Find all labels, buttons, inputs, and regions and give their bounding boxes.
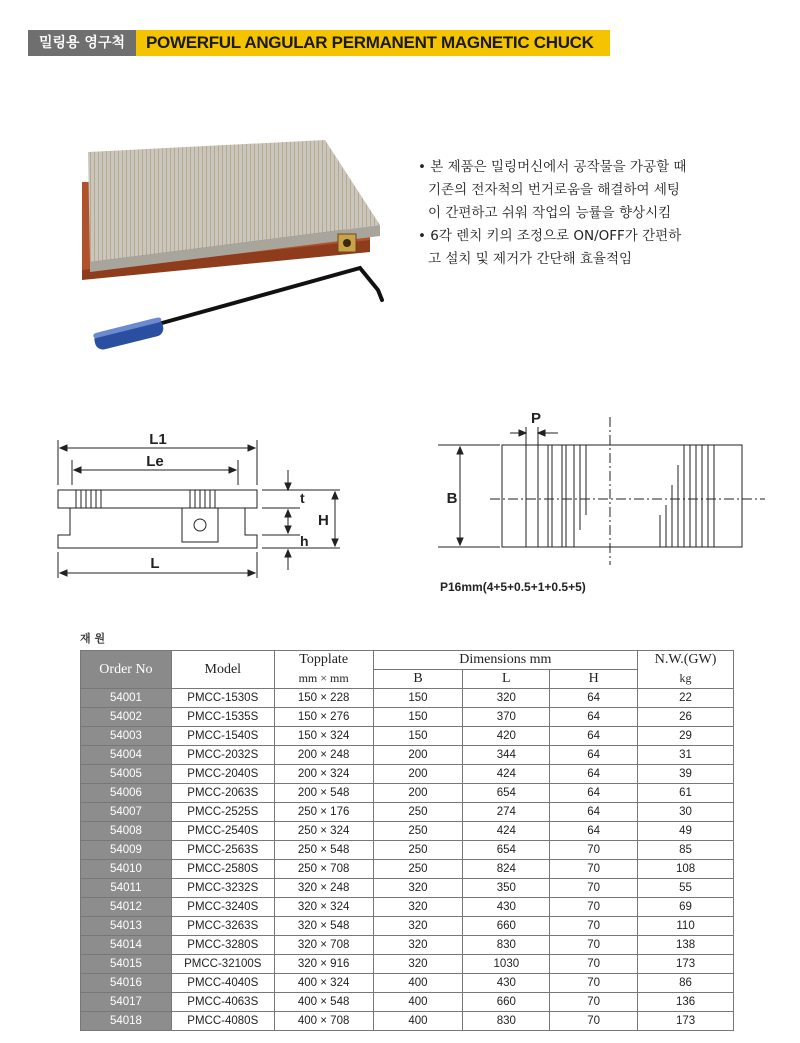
- cell-topplate: 320 × 248: [274, 879, 373, 898]
- cell-model: PMCC-2580S: [171, 860, 274, 879]
- cell-b: 400: [373, 1012, 463, 1031]
- desc-line-4: • 6각 렌치 키의 조정으로 ON/OFF가 간편하: [418, 228, 682, 244]
- cell-l: 430: [463, 974, 550, 993]
- cell-model: PMCC-1535S: [171, 708, 274, 727]
- cell-kg: 110: [638, 917, 734, 936]
- cell-b: 320: [373, 936, 463, 955]
- table-row: [81, 746, 734, 765]
- cell-kg: 22: [638, 689, 734, 708]
- cell-h: 70: [550, 955, 638, 974]
- cell-l: 654: [463, 784, 550, 803]
- desc-line-5: 고 설치 및 제거가 간단해 효율적임: [428, 251, 633, 267]
- cell-l: 424: [463, 822, 550, 841]
- table-row: [81, 765, 734, 784]
- cell-b: 150: [373, 727, 463, 746]
- label-t: t: [300, 490, 305, 506]
- cell-h: 64: [550, 689, 638, 708]
- product-description: [418, 156, 748, 271]
- cell-kg: 49: [638, 822, 734, 841]
- cell-l: 830: [463, 936, 550, 955]
- label-l: L: [150, 555, 160, 572]
- cell-order: 54002: [81, 708, 172, 727]
- cell-l: 430: [463, 898, 550, 917]
- cell-order: 54003: [81, 727, 172, 746]
- cell-b: 200: [373, 746, 463, 765]
- cell-b: 250: [373, 860, 463, 879]
- desc-line-1: • 본 제품은 밀링머신에서 공작물을 가공할 때: [418, 159, 687, 175]
- cell-l: 420: [463, 727, 550, 746]
- header-topplate: Topplate: [274, 651, 373, 670]
- cell-topplate: 320 × 324: [274, 898, 373, 917]
- table-row: [81, 955, 734, 974]
- cell-topplate: 250 × 708: [274, 860, 373, 879]
- product-photo: [70, 130, 400, 370]
- cell-order: 54018: [81, 1012, 172, 1031]
- cell-order: 54005: [81, 765, 172, 784]
- cell-h: 64: [550, 784, 638, 803]
- top-view-drawing: [430, 405, 770, 600]
- cell-kg: 26: [638, 708, 734, 727]
- cell-topplate: 250 × 548: [274, 841, 373, 860]
- table-row: [81, 917, 734, 936]
- label-b: B: [446, 490, 458, 507]
- cell-l: 370: [463, 708, 550, 727]
- cell-topplate: 200 × 548: [274, 784, 373, 803]
- cell-kg: 31: [638, 746, 734, 765]
- label-h-upper: H: [318, 512, 329, 529]
- cell-topplate: 320 × 548: [274, 917, 373, 936]
- cell-b: 400: [373, 993, 463, 1012]
- cell-topplate: 400 × 324: [274, 974, 373, 993]
- cell-model: PMCC-3232S: [171, 879, 274, 898]
- cell-b: 400: [373, 974, 463, 993]
- cell-kg: 29: [638, 727, 734, 746]
- header-b: B: [373, 670, 463, 689]
- cell-b: 200: [373, 765, 463, 784]
- cell-order: 54004: [81, 746, 172, 765]
- cell-l: 824: [463, 860, 550, 879]
- cell-h: 70: [550, 879, 638, 898]
- cell-order: 54011: [81, 879, 172, 898]
- header-nw-unit: kg: [638, 670, 734, 689]
- desc-line-3: 이 간편하고 쉬워 작업의 능률을 향상시킴: [428, 205, 672, 221]
- cell-l: 274: [463, 803, 550, 822]
- header-l: L: [463, 670, 550, 689]
- cell-order: 54009: [81, 841, 172, 860]
- desc-line-2: 기존의 전자척의 번거로움을 해결하여 세팅: [428, 182, 680, 198]
- cell-h: 70: [550, 860, 638, 879]
- cell-l: 830: [463, 1012, 550, 1031]
- cell-h: 64: [550, 822, 638, 841]
- cell-order: 54006: [81, 784, 172, 803]
- cell-model: PMCC-1530S: [171, 689, 274, 708]
- cell-kg: 108: [638, 860, 734, 879]
- cell-l: 660: [463, 993, 550, 1012]
- cell-order: 54016: [81, 974, 172, 993]
- cell-model: PMCC-2525S: [171, 803, 274, 822]
- table-row: [81, 803, 734, 822]
- cell-kg: 136: [638, 993, 734, 1012]
- cell-h: 70: [550, 993, 638, 1012]
- cell-topplate: 150 × 228: [274, 689, 373, 708]
- cell-kg: 85: [638, 841, 734, 860]
- cell-order: 54013: [81, 917, 172, 936]
- english-title: POWERFUL ANGULAR PERMANENT MAGNETIC CHUCK: [136, 30, 610, 56]
- spec-table: [80, 650, 734, 1031]
- cell-topplate: 200 × 324: [274, 765, 373, 784]
- cell-h: 64: [550, 708, 638, 727]
- cell-order: 54014: [81, 936, 172, 955]
- cell-topplate: 250 × 324: [274, 822, 373, 841]
- cell-kg: 138: [638, 936, 734, 955]
- table-row: [81, 993, 734, 1012]
- table-row: [81, 727, 734, 746]
- cell-order: 54012: [81, 898, 172, 917]
- header-model: Model: [171, 651, 274, 689]
- cell-kg: 61: [638, 784, 734, 803]
- cell-kg: 55: [638, 879, 734, 898]
- table-row: [81, 974, 734, 993]
- cell-model: PMCC-1540S: [171, 727, 274, 746]
- header-topplate-unit: mm × mm: [274, 670, 373, 689]
- cell-b: 250: [373, 841, 463, 860]
- header-nw: N.W.(GW): [638, 651, 734, 670]
- cell-kg: 86: [638, 974, 734, 993]
- cell-l: 344: [463, 746, 550, 765]
- cell-b: 150: [373, 708, 463, 727]
- cell-model: PMCC-3280S: [171, 936, 274, 955]
- cell-l: 660: [463, 917, 550, 936]
- cell-kg: 69: [638, 898, 734, 917]
- cell-b: 250: [373, 822, 463, 841]
- table-row: [81, 898, 734, 917]
- korean-title: 밀링용 영구척: [28, 30, 136, 56]
- cell-model: PMCC-4080S: [171, 1012, 274, 1031]
- cell-l: 654: [463, 841, 550, 860]
- cell-model: PMCC-4063S: [171, 993, 274, 1012]
- cell-model: PMCC-2032S: [171, 746, 274, 765]
- cell-h: 70: [550, 1012, 638, 1031]
- cell-model: PMCC-2063S: [171, 784, 274, 803]
- table-row: [81, 879, 734, 898]
- cell-h: 64: [550, 803, 638, 822]
- cell-topplate: 400 × 708: [274, 1012, 373, 1031]
- table-row: [81, 936, 734, 955]
- cell-l: 424: [463, 765, 550, 784]
- cell-b: 320: [373, 917, 463, 936]
- cell-kg: 30: [638, 803, 734, 822]
- cell-h: 70: [550, 936, 638, 955]
- cell-b: 320: [373, 879, 463, 898]
- spec-label: 재 원: [80, 632, 106, 645]
- cell-topplate: 150 × 276: [274, 708, 373, 727]
- cell-topplate: 320 × 708: [274, 936, 373, 955]
- cell-order: 54007: [81, 803, 172, 822]
- label-p: P: [530, 410, 542, 427]
- cell-topplate: 200 × 248: [274, 746, 373, 765]
- cell-l: 1030: [463, 955, 550, 974]
- cell-h: 64: [550, 765, 638, 784]
- page-header: [28, 30, 610, 56]
- label-le: Le: [146, 453, 164, 470]
- cell-model: PMCC-3240S: [171, 898, 274, 917]
- cell-order: 54008: [81, 822, 172, 841]
- cell-h: 70: [550, 974, 638, 993]
- cell-topplate: 250 × 176: [274, 803, 373, 822]
- cell-kg: 39: [638, 765, 734, 784]
- label-h-lower: h: [300, 533, 309, 549]
- cell-model: PMCC-4040S: [171, 974, 274, 993]
- table-row: [81, 708, 734, 727]
- cell-order: 54017: [81, 993, 172, 1012]
- label-l1: L1: [149, 431, 167, 448]
- cell-l: 320: [463, 689, 550, 708]
- header-dimensions: Dimensions mm: [373, 651, 638, 670]
- cell-b: 200: [373, 784, 463, 803]
- cell-h: 70: [550, 898, 638, 917]
- cell-topplate: 320 × 916: [274, 955, 373, 974]
- table-row: [81, 1012, 734, 1031]
- cell-model: PMCC-3263S: [171, 917, 274, 936]
- side-view-drawing: [50, 430, 360, 585]
- cell-order: 54010: [81, 860, 172, 879]
- table-row: [81, 689, 734, 708]
- cell-topplate: 400 × 548: [274, 993, 373, 1012]
- cell-h: 64: [550, 727, 638, 746]
- cell-kg: 173: [638, 1012, 734, 1031]
- cell-b: 320: [373, 955, 463, 974]
- cell-order: 54001: [81, 689, 172, 708]
- cell-b: 150: [373, 689, 463, 708]
- drawing-caption: P16mm(4+5+0.5+1+0.5+5): [440, 580, 586, 594]
- cell-model: PMCC-2040S: [171, 765, 274, 784]
- table-row: [81, 784, 734, 803]
- cell-model: PMCC-2563S: [171, 841, 274, 860]
- table-row: [81, 822, 734, 841]
- cell-b: 320: [373, 898, 463, 917]
- cell-order: 54015: [81, 955, 172, 974]
- cell-l: 350: [463, 879, 550, 898]
- cell-topplate: 150 × 324: [274, 727, 373, 746]
- spec-table-body: [81, 689, 734, 1031]
- table-row: [81, 841, 734, 860]
- cell-h: 70: [550, 917, 638, 936]
- cell-kg: 173: [638, 955, 734, 974]
- header-h: H: [550, 670, 638, 689]
- cell-b: 250: [373, 803, 463, 822]
- cell-h: 64: [550, 746, 638, 765]
- cell-model: PMCC-32100S: [171, 955, 274, 974]
- cell-h: 70: [550, 841, 638, 860]
- cell-model: PMCC-2540S: [171, 822, 274, 841]
- table-row: [81, 860, 734, 879]
- header-order-no: Order No: [81, 651, 172, 689]
